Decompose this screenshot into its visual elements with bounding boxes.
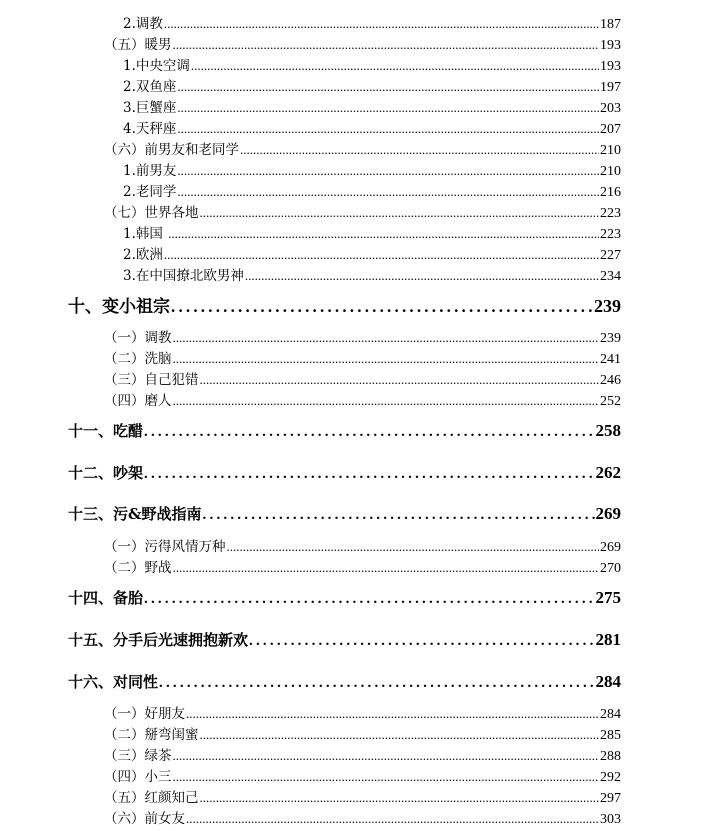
toc-leader-dots — [144, 466, 594, 483]
toc-entry-page: 197 — [600, 80, 621, 95]
toc-entry-label: （一）好朋友 — [104, 706, 185, 722]
toc-entry-page: 210 — [600, 164, 621, 179]
toc-leader-dots — [227, 539, 600, 555]
toc-entry[interactable] — [104, 389, 621, 409]
toc-chapter-label: 十、变小祖宗 — [68, 297, 170, 317]
toc-leader-dots — [168, 226, 599, 242]
toc-entry-page: 193 — [600, 38, 621, 53]
toc-entry-label: （四）磨人 — [104, 393, 172, 409]
toc-entry[interactable] — [104, 326, 621, 346]
toc-entry[interactable] — [104, 33, 621, 53]
toc-leader-dots — [173, 330, 600, 346]
toc-leader-dots — [249, 633, 594, 650]
toc-entry[interactable] — [123, 12, 621, 32]
toc-entry-page: 288 — [600, 749, 621, 764]
toc-entry-label: 2.老同学 — [123, 184, 177, 200]
toc-chapter-heading[interactable] — [68, 629, 621, 650]
toc-leader-dots — [200, 205, 600, 221]
toc-leader-dots — [177, 163, 599, 179]
toc-chapter-page: 284 — [595, 672, 621, 691]
toc-entry-label: （二）洗脑 — [104, 351, 172, 367]
toc-entry-label: 1.前男友 — [123, 163, 177, 179]
toc-entry-page: 292 — [600, 770, 621, 785]
toc-entry[interactable] — [104, 201, 621, 221]
toc-chapter-heading[interactable] — [68, 420, 621, 441]
toc-leader-dots — [200, 727, 600, 743]
toc-entry[interactable] — [104, 807, 621, 827]
toc-entry-label: 2.双鱼座 — [123, 79, 177, 95]
toc-chapter-label: 十一、吃醋 — [68, 422, 144, 440]
toc-leader-dots — [177, 100, 599, 116]
toc-leader-dots — [177, 79, 599, 95]
toc-entry-label: （七）世界各地 — [104, 205, 199, 221]
toc-entry[interactable] — [104, 368, 621, 388]
toc-entry-page: 303 — [600, 812, 621, 827]
toc-leader-dots — [186, 706, 599, 722]
toc-chapter-page: 262 — [595, 463, 621, 482]
toc-entry-page: 239 — [600, 331, 621, 346]
toc-leader-dots — [240, 142, 599, 158]
toc-chapter-label: 十二、吵架 — [68, 464, 144, 482]
toc-entry-label: （六）前女友 — [104, 811, 185, 827]
toc-entry-label: （五）暖男 — [104, 37, 172, 53]
toc-leader-dots — [144, 591, 594, 608]
toc-entry-page: 234 — [600, 269, 621, 284]
toc-leader-dots — [186, 811, 599, 827]
toc-chapter-page: 269 — [595, 504, 621, 523]
toc-entry[interactable] — [123, 180, 621, 200]
toc-entry[interactable] — [123, 159, 621, 179]
toc-entry[interactable] — [104, 702, 621, 722]
toc-chapter-label: 十四、备胎 — [68, 589, 144, 607]
toc-entry-page: 285 — [600, 728, 621, 743]
toc-entry-page: 203 — [600, 101, 621, 116]
toc-leader-dots — [164, 16, 599, 32]
toc-entry-page: 216 — [600, 185, 621, 200]
toc-entry-label: 3.在中国撩北欧男神 — [123, 268, 244, 284]
toc-entry[interactable] — [123, 264, 621, 284]
toc-chapter-page: 275 — [595, 588, 621, 607]
toc-entry-label: （二）掰弯闺蜜 — [104, 727, 199, 743]
toc-leader-dots — [200, 372, 600, 388]
toc-entry-label: 2.欧洲 — [123, 247, 163, 263]
toc-entry-label: （二）野战 — [104, 560, 172, 576]
toc-entry[interactable] — [104, 535, 621, 555]
toc-entry-page: 210 — [600, 143, 621, 158]
toc-entry[interactable] — [104, 786, 621, 806]
toc-leader-dots — [200, 790, 600, 806]
toc-leader-dots — [173, 37, 600, 53]
toc-entry[interactable] — [104, 744, 621, 764]
toc-entry-page: 252 — [600, 394, 621, 409]
toc-chapter-heading[interactable] — [68, 462, 621, 483]
toc-leader-dots — [173, 560, 600, 576]
toc-entry-label: （一）污得风情万种 — [104, 539, 226, 555]
toc-leader-dots — [245, 268, 599, 284]
toc-leader-dots — [164, 247, 599, 263]
toc-entry-page: 223 — [600, 227, 621, 242]
toc-leader-dots — [173, 351, 600, 367]
toc-entry-label: （三）绿茶 — [104, 748, 172, 764]
toc-chapter-label: 十三、污&野战指南 — [68, 505, 202, 523]
toc-leader-dots — [177, 121, 599, 137]
toc-leader-dots — [173, 748, 600, 764]
toc-entry[interactable] — [104, 556, 621, 576]
toc-entry[interactable] — [123, 54, 621, 74]
toc-chapter-heading[interactable] — [68, 671, 621, 692]
toc-leader-dots — [144, 424, 594, 441]
toc-entry[interactable] — [123, 222, 621, 242]
toc-chapter-page: 239 — [594, 296, 621, 316]
toc-leader-dots — [203, 507, 595, 524]
toc-chapter-label: 十六、对同性 — [68, 673, 159, 691]
toc-entry-label: （三）自己犯错 — [104, 372, 199, 388]
toc-entry[interactable] — [104, 138, 621, 158]
toc-entry[interactable] — [123, 96, 621, 116]
toc-entry[interactable] — [123, 117, 621, 137]
toc-entry-page: 297 — [600, 791, 621, 806]
toc-chapter-page: 281 — [595, 630, 621, 649]
toc-entry-page: 227 — [600, 248, 621, 263]
toc-leader-dots — [191, 58, 599, 74]
toc-entry[interactable] — [104, 723, 621, 743]
toc-leader-dots — [177, 184, 599, 200]
toc-entry-label: 2.调教 — [123, 16, 163, 32]
toc-entry-page: 270 — [600, 561, 621, 576]
toc-entry[interactable] — [104, 765, 621, 785]
toc-entry-page: 241 — [600, 352, 621, 367]
toc-leader-dots — [171, 297, 593, 317]
toc-entry[interactable] — [123, 75, 621, 95]
toc-entry-label: （一）调教 — [104, 330, 172, 346]
toc-entry-label: 1.韩国 — [123, 226, 168, 242]
toc-chapter-label: 十五、分手后光速拥抱新欢 — [68, 631, 249, 649]
toc-chapter-heading[interactable] — [68, 503, 621, 524]
toc-entry-page: 193 — [600, 59, 621, 74]
toc-entry-label: （四）小三 — [104, 769, 172, 785]
toc-entry[interactable] — [104, 347, 621, 367]
toc-entry-label: 4.天秤座 — [123, 121, 177, 137]
toc-leader-dots — [159, 675, 594, 692]
toc-entry-label: 3.巨蟹座 — [123, 100, 177, 116]
toc-entry-label: 1.中央空调 — [123, 58, 190, 74]
toc-entry-page: 284 — [600, 707, 621, 722]
toc-chapter-page: 258 — [595, 421, 621, 440]
toc-entry-page: 269 — [600, 540, 621, 555]
toc-entry-label: （六）前男友和老同学 — [104, 142, 239, 158]
toc-leader-dots — [173, 769, 600, 785]
toc-entry-page: 223 — [600, 206, 621, 221]
toc-chapter-heading[interactable] — [68, 292, 621, 317]
toc-entry-page: 187 — [600, 17, 621, 32]
toc-leader-dots — [173, 393, 600, 409]
toc-entry-label: （五）红颜知己 — [104, 790, 199, 806]
toc-entry-page: 207 — [600, 122, 621, 137]
toc-entry[interactable] — [123, 243, 621, 263]
toc-chapter-heading[interactable] — [68, 587, 621, 608]
toc-entry-page: 246 — [600, 373, 621, 388]
